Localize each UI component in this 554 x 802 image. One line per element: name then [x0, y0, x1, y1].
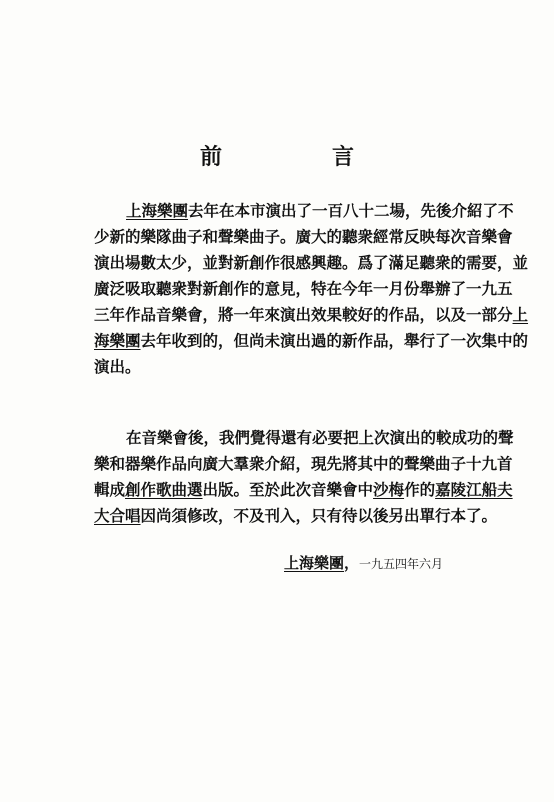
- paragraph-line: 廣泛吸取聽衆對新創作的意見，特在今年一月份舉辦了一九五: [94, 279, 513, 298]
- paragraph-line: 演出。: [94, 357, 141, 376]
- composer-name: 沙梅: [373, 480, 405, 499]
- paragraph-line: 演出場數太少，並對新創作很感興趣。爲了滿足聽衆的需要，並: [94, 253, 529, 272]
- line-text: 作的: [404, 480, 436, 499]
- paragraph-2: [94, 425, 514, 529]
- work-title: 大合唱: [94, 506, 141, 525]
- paragraph-line: 在音樂會後，我們覺得還有必要把上次演出的較成功的聲: [126, 428, 514, 447]
- paragraph-line: [94, 503, 498, 529]
- book-title: 創作歌曲選: [125, 480, 203, 499]
- org-name: 海樂團: [94, 331, 141, 350]
- paragraph-line: 樂和器樂作品向廣大羣衆介紹，現先將其中的聲樂曲子十九首: [94, 454, 513, 473]
- signature-separator: ，: [344, 554, 360, 572]
- line-text: 去年在本市演出了一百八十二場，先後介紹了不: [188, 201, 514, 220]
- org-name: 上海樂團: [126, 201, 189, 220]
- paragraph-1: [94, 198, 529, 380]
- paragraph-line: [94, 477, 513, 503]
- org-name: 上: [512, 305, 529, 324]
- paragraph-line: 少新的樂隊曲子和聲樂曲子。廣大的聽衆經常反映每次音樂會: [94, 227, 513, 246]
- line-text: 輯成: [94, 480, 126, 499]
- signature: [284, 552, 443, 573]
- paragraph-line: [94, 198, 514, 224]
- line-text: 因尚須修改，不及刊入，只有待以後另出單行本了。: [140, 506, 498, 525]
- line-text: 三年作品音樂會，將一年來演出效果較好的作品，以及一部分: [94, 305, 513, 324]
- paragraph-line: [94, 328, 529, 354]
- line-text: 去年收到的，但尚未演出過的新作品，舉行了一次集中的: [140, 331, 529, 350]
- paragraph-line: [94, 302, 529, 328]
- signature-org: 上海樂團: [284, 554, 345, 572]
- signature-date: 一九五四年六月: [359, 557, 444, 571]
- work-title: 嘉陵江船夫: [435, 480, 513, 499]
- page-title: 前 言: [199, 144, 398, 170]
- line-text: 出版。至於此次音樂會中: [202, 480, 374, 499]
